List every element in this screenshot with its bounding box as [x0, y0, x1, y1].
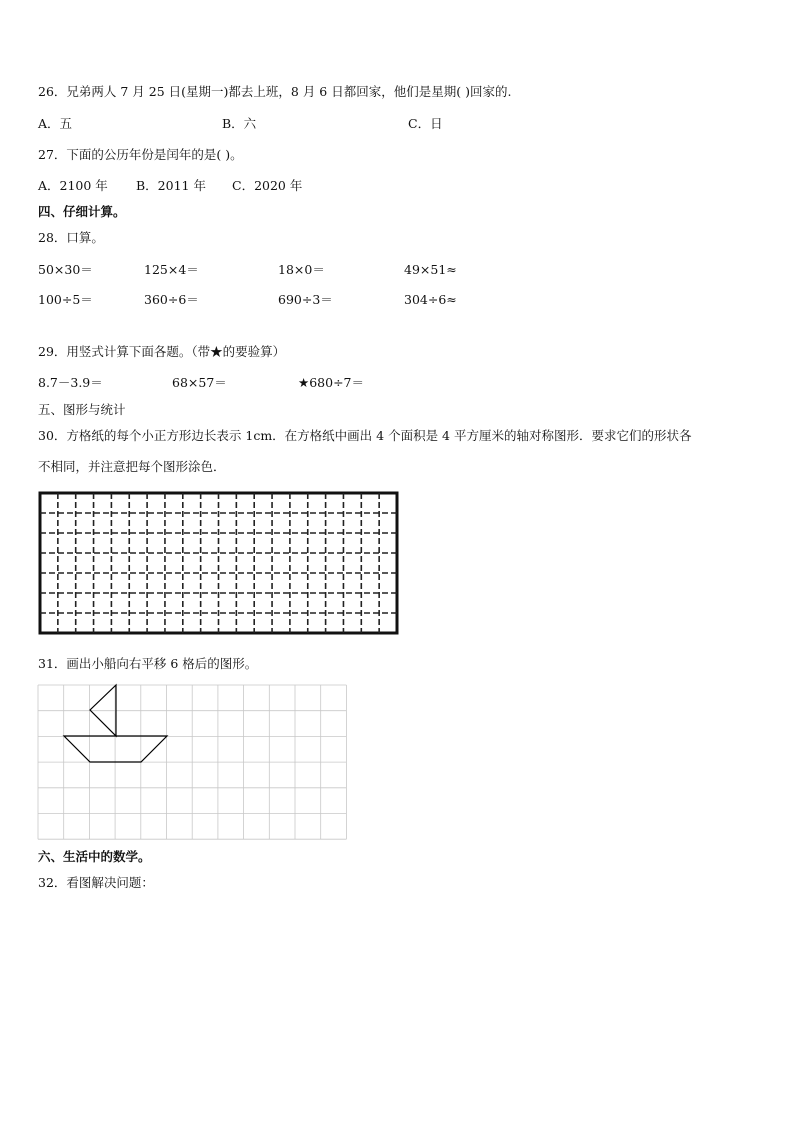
question-32-text: 32．看图解决问题：: [38, 875, 154, 890]
q27-option-b: B．2011 年: [136, 178, 206, 193]
q28-item-5: 100÷5＝: [38, 292, 93, 307]
q28-item-1: 50×30＝: [38, 262, 93, 277]
question-28-text: 28．口算。: [38, 230, 104, 245]
q27-option-a: A．2100 年: [38, 178, 108, 193]
q26-option-c: C．日: [408, 116, 443, 131]
q26-option-a: A．五: [38, 116, 73, 131]
q28-item-7: 690÷3＝: [278, 292, 333, 307]
q29-item-1: 8.7－3.9＝: [38, 375, 103, 390]
question-27-text: 27．下面的公历年份是闰年的是( )。: [38, 147, 243, 162]
q28-item-4: 49×51≈: [404, 262, 457, 277]
question-31-text: 31．画出小船向右平移 6 格后的图形。: [38, 656, 258, 671]
question-29-text: 29．用竖式计算下面各题。（带★的要验算）: [38, 344, 286, 359]
section-6-heading: 六、生活中的数学。: [38, 849, 151, 864]
question-30-line-1: 30．方格纸的每个小正方形边长表示 1cm．在方格纸中画出 4 个面积是 4 平方厘米的轴对称图形．要求它们的形状各: [38, 428, 692, 443]
section-5-heading: 五、图形与统计: [38, 402, 126, 417]
q29-item-3: ★680÷7＝: [298, 375, 364, 390]
q28-item-8: 304÷6≈: [404, 292, 457, 307]
question-26-text: 26．兄弟两人 7 月 25 日(星期一)都去上班，8 月 6 日都回家，他们是星期( )回家的.: [38, 84, 512, 99]
question-30-line-2: 不相同，并注意把每个图形涂色．: [38, 459, 226, 474]
q28-item-6: 360÷6＝: [144, 292, 199, 307]
q28-item-2: 125×4＝: [144, 262, 199, 277]
q26-option-b: B．六: [222, 116, 257, 131]
q29-item-2: 68×57＝: [172, 375, 227, 390]
section-4-heading: 四、仔细计算。: [38, 204, 126, 219]
q28-item-3: 18×0＝: [278, 262, 325, 277]
q27-option-c: C．2020 年: [232, 178, 303, 193]
